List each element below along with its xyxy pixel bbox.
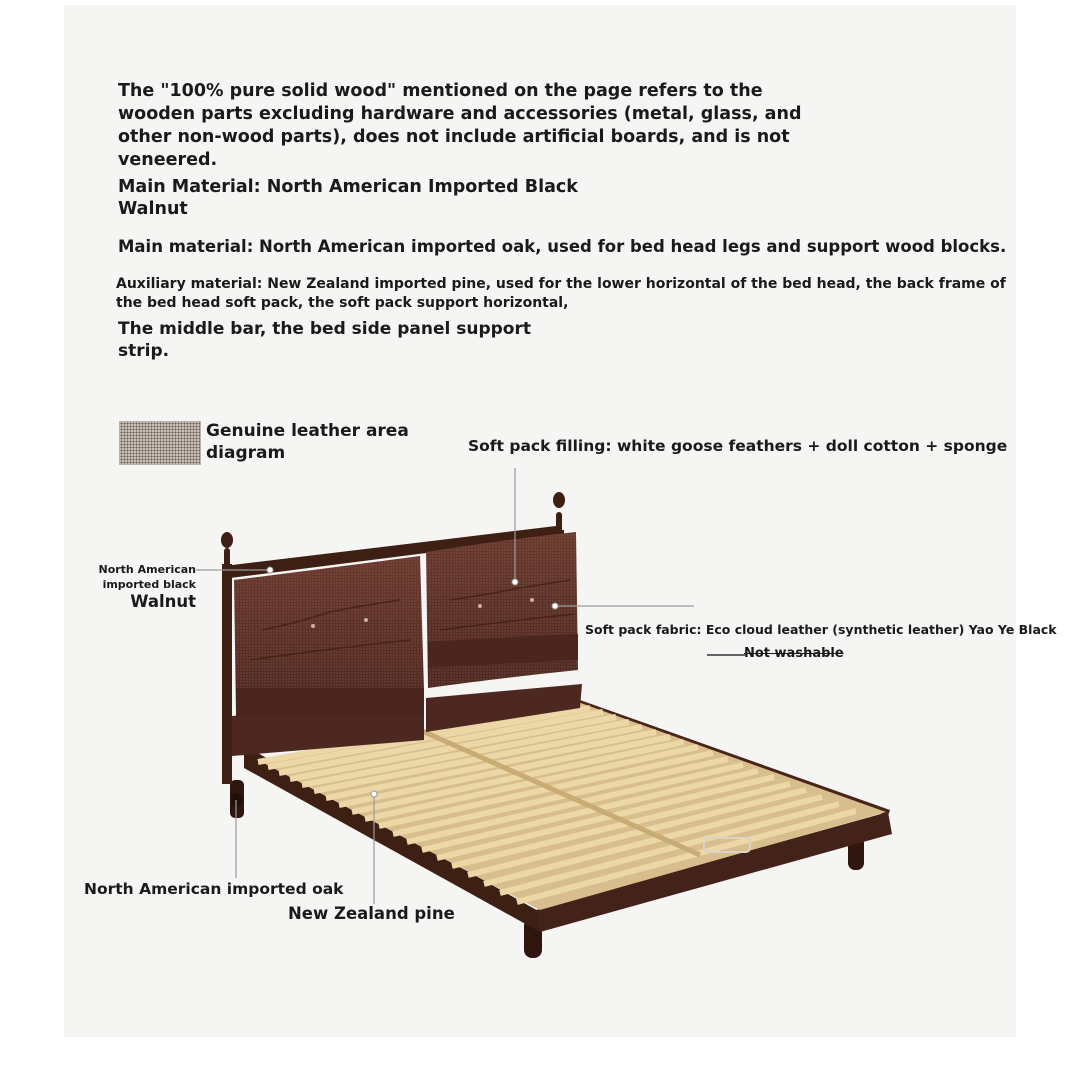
leather-legend-label: Genuine leather area diagram: [206, 421, 409, 463]
walnut-callout-large: Walnut: [130, 592, 196, 611]
main-material-walnut: Main Material: North American Imported Black Walnut: [118, 177, 578, 219]
auxiliary-material-continued: The middle bar, the bed side panel support strip.: [118, 319, 531, 361]
not-washable-label: Not washable: [744, 646, 844, 661]
soft-pack-fabric-label: Soft pack fabric: Eco cloud leather (synthetic leather) Yao Ye Black: [585, 622, 1057, 637]
soft-pack-filling-label: Soft pack filling: white goose feathers + doll cotton + sponge: [468, 437, 1008, 455]
solid-wood-note: The "100% pure solid wood" mentioned on the page refers to the wooden parts excluding hardware and accessories (metal, glass, and other non-wood parts), does not include artificial boards, and is not veneered.: [118, 81, 802, 170]
walnut-callout-small: North American imported black: [98, 563, 196, 591]
main-material-oak: Main material: North American imported oak, used for bed head legs and support wood blocks.: [118, 237, 1007, 256]
pine-callout: New Zealand pine: [288, 904, 455, 923]
auxiliary-material: Auxiliary material: New Zealand imported pine, used for the lower horizontal of the bed head, the back frame of the bed head soft pack, the soft pack support horizontal,: [116, 276, 1006, 311]
oak-callout: North American imported oak: [84, 880, 344, 898]
